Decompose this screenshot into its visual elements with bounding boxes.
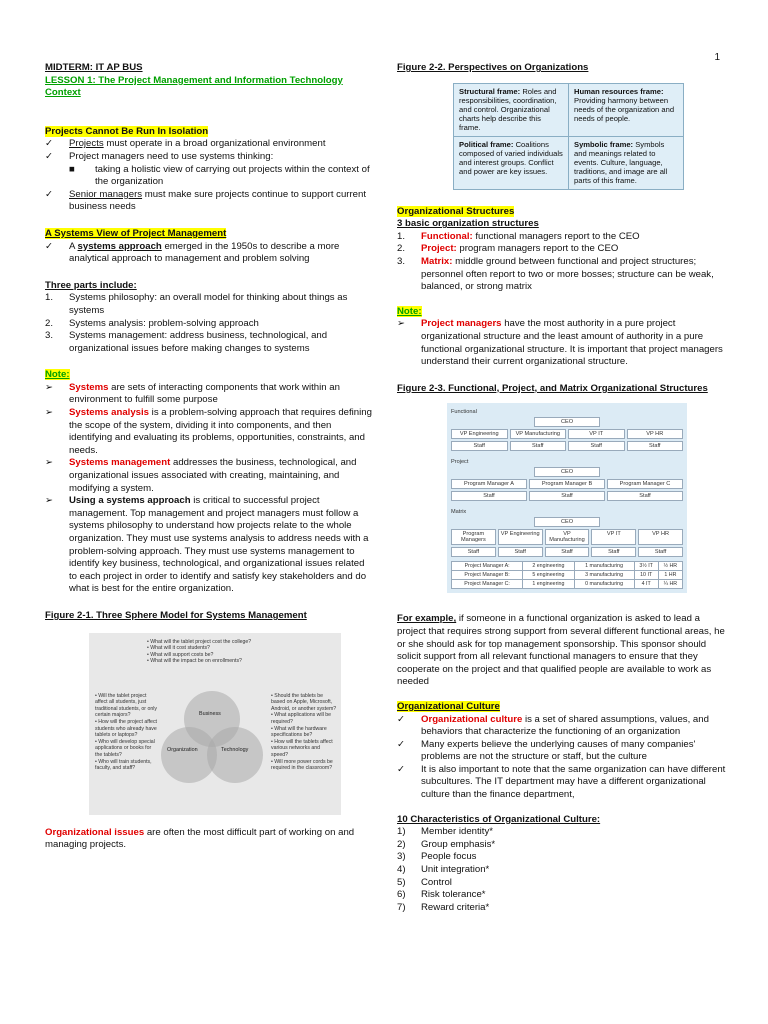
org-box: CEO [534,467,600,477]
frame-cell: Structural frame: Roles and responsibilities, coordination, and control. Organizational charts help describe this frame. [454,83,569,136]
org-box: VP Engineering [451,429,508,439]
list-item: 5) Control [397,876,452,888]
ten-characteristics-heading: 10 Characteristics of Organizational Culture: [397,813,601,825]
list-item: ➢ Systems management addresses the business, technological, and organizational issues associated with creating, maintaining, and modifying a system. [45,457,357,494]
list-item: ✓ Many experts believe the underlying causes of many companies' problems are not the structure or staff, but the culture [397,738,696,763]
matrix-allocation-table [451,561,683,589]
section-heading-three-parts: Three parts include: [45,279,137,291]
technology-circle [207,727,263,783]
matrix-label: Matrix [451,509,467,516]
page-number: 1 [714,52,720,63]
sphere-top-questions: • What will the tablet project cost the college? • What will it cost students? • What will support costs be? • What will the impact be on enrollments? [147,638,252,665]
org-box: Staff [498,547,543,557]
table-row: Project Manager C: 1 engineering 0 manufacturing 4 IT ¼ HR [452,580,683,589]
list-item: 2. Project: program managers report to the CEO [397,243,619,255]
org-box: VP IT [591,529,636,545]
org-box: Staff [545,547,590,557]
org-box: Staff [591,547,636,557]
list-item: ✓ Project managers need to use systems thinking: [45,150,274,162]
list-item: 1) Member identity* [397,826,493,838]
org-box: VP Manufacturing [545,529,590,545]
technology-label: Technology [221,746,249,753]
perspectives-table [453,83,684,190]
list-item: ■ taking a holistic view of carrying out projects within the context of the organization [69,163,370,188]
figure-2-2-title: Figure 2-2. Perspectives on Organizations [397,62,589,73]
section-heading-systems-view: A Systems View of Project Management [45,227,227,239]
list-item: ➢ Using a systems approach is critical to successful project management. Top management and project managers must follow a systems philosophy to understand how projects relate to the whole organization. They must use systems analysis to address needs with a problem-solving approach. They must use systems management to identify key business, technological, and organizational issues related to each project in order to identify and satisfy key stakeholders and do what is best for the entire organization. [45,495,369,595]
organization-label: Organization [167,746,198,753]
figure-2-1-title: Figure 2-1. Three Sphere Model for Systems Management [45,609,307,621]
org-box: VP Engineering [498,529,543,545]
list-item: 6) Risk tolerance* [397,889,486,901]
culture-heading: Organizational Culture [397,700,500,712]
org-box: CEO [534,417,600,427]
list-item: 4) Unit integration* [397,864,490,876]
lesson-title: LESSON 1: The Project Management and Information Technology Context [45,74,343,99]
list-item: 1. Functional: functional managers report to the CEO [397,230,640,242]
org-box: Staff [451,441,508,451]
list-item: 3. Systems management: address business, technological, and organizational issues before making changes to systems [45,330,328,354]
frame-cell: Symbolic frame: Symbols and meanings related to events. Culture, language, traditions, and image are all parts of this frame. [569,136,684,189]
org-box: Staff [451,547,496,557]
org-structures-heading: Organizational Structures [397,205,515,217]
org-box: Staff [568,441,625,451]
org-box: CEO [534,517,600,527]
example-paragraph: For example, if someone in a functional organization is asked to lead a project that requires strong support from several different functional areas, he or she should ask for top management sponsorship. This sponsor should solicit support from all relevant functional managers to ensure that they cooperate on the project and that qualified people are available to work as needed [397,613,725,688]
org-box: Program Manager A [451,479,527,489]
doc-title: MIDTERM: IT AP BUS [45,62,143,73]
business-label: Business [199,710,221,717]
org-box: VP HR [638,529,683,545]
note-label: Note: [397,305,422,317]
section-heading-isolation: Projects Cannot Be Run In Isolation [45,125,209,137]
org-box: Staff [627,441,684,451]
sphere-right-questions: • Should the tablets be based on Apple, Microsoft, Android, or another system? • What applications will be required? • What will the hardware specifications be? • How will the tablets affect various networks and speed? • Will more power cords be required in the classroom? [271,692,337,772]
list-item: 2) Group emphasis* [397,838,496,850]
list-item: ✓ Senior managers must make sure projects continue to support current business needs [45,188,367,213]
org-box: Staff [607,491,683,501]
list-item: 1. Systems philosophy: an overall model for thinking about things as systems [45,292,348,316]
list-item: ✓ Organizational culture is a set of shared assumptions, values, and behaviors that characterize the functioning of an organization [397,713,709,738]
list-item: ➢ Systems are sets of interacting components that work within an environment to fulfill some purpose [45,381,340,406]
list-item: ✓ A systems approach emerged in the 1950s to describe a more analytical approach to management and problem solving [45,240,340,265]
list-item: 3) People focus [397,851,477,863]
three-parts-list [45,292,375,355]
org-structures-figure [447,403,687,593]
list-item: ✓ It is also important to note that the same organization can have different subcultures. The IT department may have a different organizational culture than the finance department, [397,763,726,801]
list-item: 7) Reward criteria* [397,901,490,913]
ten-characteristics-list [397,826,727,914]
project-label: Project [451,459,469,466]
functional-label: Functional [451,409,477,416]
org-structures-subheading: 3 basic organization structures [397,218,539,230]
org-box: Staff [510,441,567,451]
list-item: ➢ Systems analysis is a problem-solving approach that requires defining the scope of the system, dividing it into components, and then identifying and evaluating its problems, opportunities, constraints, and needs. [45,407,372,456]
table-row: Project Manager A: 2 engineering 1 manufacturing 3½ IT ½ HR [452,562,683,571]
frame-cell: Human resources frame: Providing harmony between needs of the organization and needs of people. [569,83,684,136]
org-box: Program Manager B [529,479,605,489]
list-item: 3. Matrix: middle ground between functional and project structures; personnel often report to two or more bosses; structure can be weak, balanced, or strong matrix [397,256,714,293]
list-item: ✓ Projects must operate in a broad organizational environment [45,138,326,150]
org-box: Program Managers [451,529,496,545]
org-box: Program Manager C [607,479,683,489]
sphere-left-questions: • Will the tablet project affect all students, just traditional students, or only certain majors? • How will the project affect students who already have tablets or laptops? • Who will develop special applications or books for the tablets? • Who will train students, faculty, and staff? [95,692,157,772]
right-column [397,62,727,914]
closing-text: Organizational issues are often the most difficult part of working on and managing projects. [45,826,355,851]
figure-2-3-title: Figure 2-3. Functional, Project, and Matrix Organizational Structures [397,382,708,394]
org-box: Staff [529,491,605,501]
org-box: VP IT [568,429,625,439]
list-item: 2. Systems analysis: problem-solving approach [45,317,259,329]
list-item: ➢ Project managers have the most authority in a pure project organizational structure and the least amount of authority in a pure functional organizational structure. It is important that project managers understand their current organizational structure. [397,318,723,368]
frame-cell: Political frame: Coalitions composed of varied individuals and interest groups. Conflict and power are key issues. [454,136,569,189]
three-sphere-figure [89,633,341,815]
org-box: VP HR [627,429,684,439]
org-box: Staff [451,491,527,501]
left-column [45,62,375,852]
table-row: Project Manager B: 5 engineering 3 manufacturing 10 IT 1 HR [452,571,683,580]
org-box: VP Manufacturing [510,429,567,439]
org-box: Staff [638,547,683,557]
note-label: Note: [45,369,70,381]
